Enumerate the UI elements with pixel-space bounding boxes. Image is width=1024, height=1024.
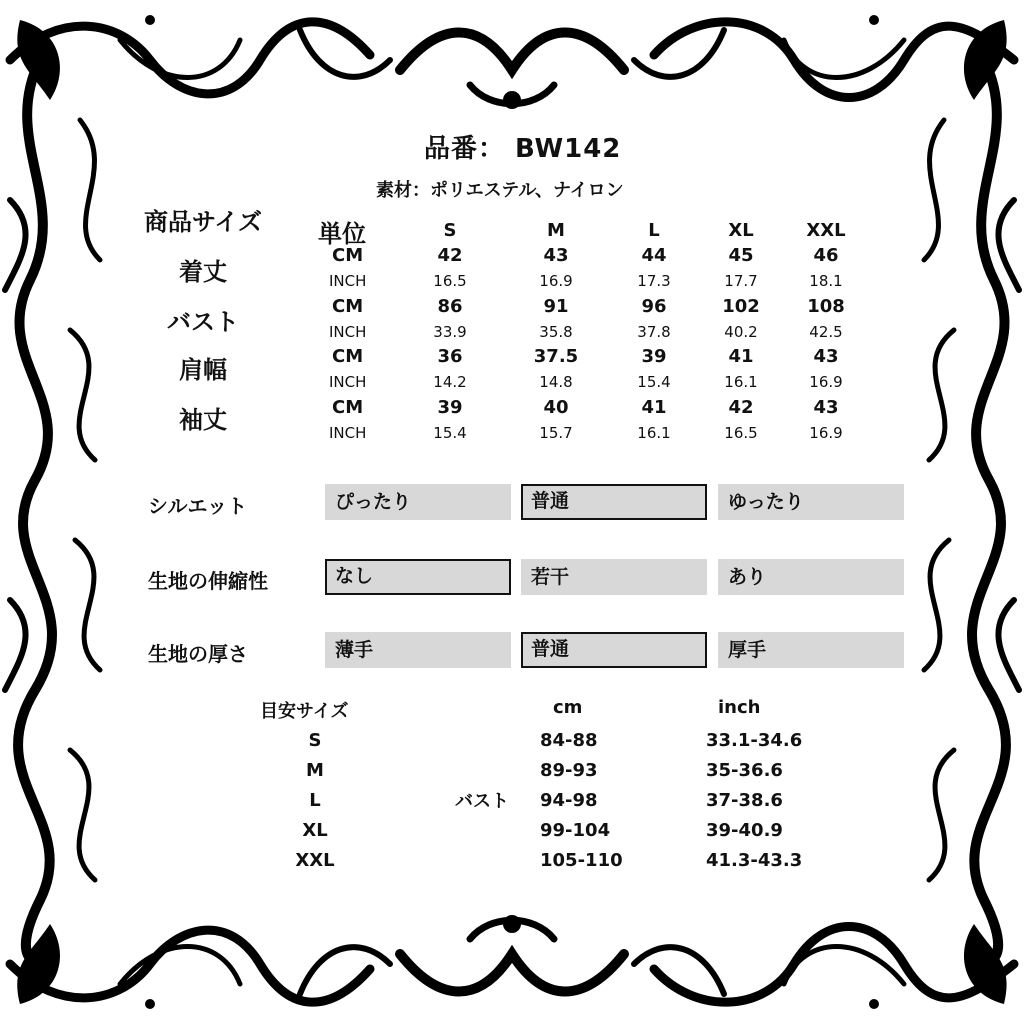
cell-inch: 16.1 [724,373,758,391]
option-stretch-yes: あり [718,559,904,595]
cell-inch: 18.1 [809,272,843,290]
cell-cm: 40 [543,397,569,418]
reference-size: L [309,790,321,811]
cell-cm: 108 [807,296,845,317]
cell-inch: 14.2 [433,373,467,391]
attr-label-stretch: 生地の伸縮性 [148,569,268,593]
size-header-l: L [648,220,660,241]
cell-inch: 14.8 [539,373,573,391]
cell-cm: 43 [543,245,569,266]
reference-cm: 105-110 [540,850,623,871]
cell-inch: 16.5 [724,424,758,442]
frame-left-scrollwork [5,60,100,964]
cell-cm: 43 [813,346,839,367]
option-thickness-regular: 普通 [521,632,707,668]
material-line: 素材：ポリエステル、ナイロン [376,180,624,201]
reference-size: XL [302,820,328,841]
frame-right-scrollwork [924,60,1019,964]
reference-cm-header: cm [553,697,583,718]
option-thickness-thick: 厚手 [718,632,904,668]
option-silhouette-regular: 普通 [521,484,707,520]
option-thickness-thin: 薄手 [325,632,511,668]
reference-cm: 99-104 [540,820,611,841]
option-silhouette-loose: ゆったり [718,484,904,520]
cell-inch: 15.4 [433,424,467,442]
cell-cm: 102 [722,296,760,317]
reference-cm: 89-93 [540,760,598,781]
reference-inch: 35-36.6 [706,760,783,781]
product-number: 品番： BW142 [424,134,622,164]
reference-size: M [306,760,324,781]
size-header-m: M [547,220,565,241]
attr-label-silhouette: シルエット [148,494,248,518]
cell-inch: 17.7 [724,272,758,290]
cell-inch: 16.1 [637,424,671,442]
unit-inch: INCH [329,373,367,391]
cell-inch: 17.3 [637,272,671,290]
cell-cm: 42 [437,245,463,266]
cell-cm: 45 [728,245,754,266]
unit-cm: CM [332,397,364,418]
cell-cm: 41 [641,397,667,418]
unit-cm: CM [332,245,364,266]
measure-label-bust: バスト [167,308,239,336]
cell-inch: 37.8 [637,323,671,341]
reference-size: S [308,730,322,751]
option-stretch-slight: 若干 [521,559,707,595]
cell-inch: 33.9 [433,323,467,341]
reference-size: XXL [295,850,335,871]
unit-cm: CM [332,296,364,317]
size-header-xxl: XXL [806,220,846,241]
cell-inch: 16.9 [809,424,843,442]
cell-cm: 42 [728,397,754,418]
reference-cm: 94-98 [540,790,598,811]
unit-cm: CM [332,346,364,367]
measure-label-length: 着丈 [179,258,227,286]
unit-inch: INCH [329,424,367,442]
cell-inch: 15.7 [539,424,573,442]
cell-cm: 46 [813,245,839,266]
size-header-s: S [443,220,457,241]
cell-inch: 16.9 [809,373,843,391]
cell-inch: 16.9 [539,272,573,290]
cell-cm: 39 [437,397,463,418]
cell-cm: 96 [641,296,667,317]
cell-inch: 16.5 [433,272,467,290]
unit-header: 単位 [318,220,366,248]
size-header-xl: XL [728,220,754,241]
attr-label-thickness: 生地の厚さ [148,642,248,666]
option-silhouette-fitted: ぴったり [325,484,511,520]
size-chart-corner-label: 商品サイズ [143,208,263,236]
cell-cm: 86 [437,296,463,317]
cell-inch: 35.8 [539,323,573,341]
reference-measure-label: バスト [455,791,509,812]
measure-label-shoulder: 肩幅 [179,356,227,384]
cell-inch: 40.2 [724,323,758,341]
reference-inch-header: inch [718,697,761,718]
measure-label-sleeve: 袖丈 [179,406,227,434]
cell-cm: 44 [641,245,667,266]
reference-inch: 41.3-43.3 [706,850,803,871]
reference-inch: 39-40.9 [706,820,783,841]
cell-inch: 42.5 [809,323,843,341]
unit-inch: INCH [329,272,367,290]
unit-inch: INCH [329,323,367,341]
reference-cm: 84-88 [540,730,598,751]
cell-cm: 43 [813,397,839,418]
reference-inch: 37-38.6 [706,790,783,811]
cell-cm: 39 [641,346,667,367]
cell-cm: 36 [437,346,463,367]
cell-cm: 91 [543,296,569,317]
cell-cm: 41 [728,346,754,367]
cell-inch: 15.4 [637,373,671,391]
reference-inch: 33.1-34.6 [706,730,803,751]
cell-cm: 37.5 [533,346,579,367]
option-stretch-none: なし [325,559,511,595]
reference-title: 目安サイズ [260,701,349,722]
